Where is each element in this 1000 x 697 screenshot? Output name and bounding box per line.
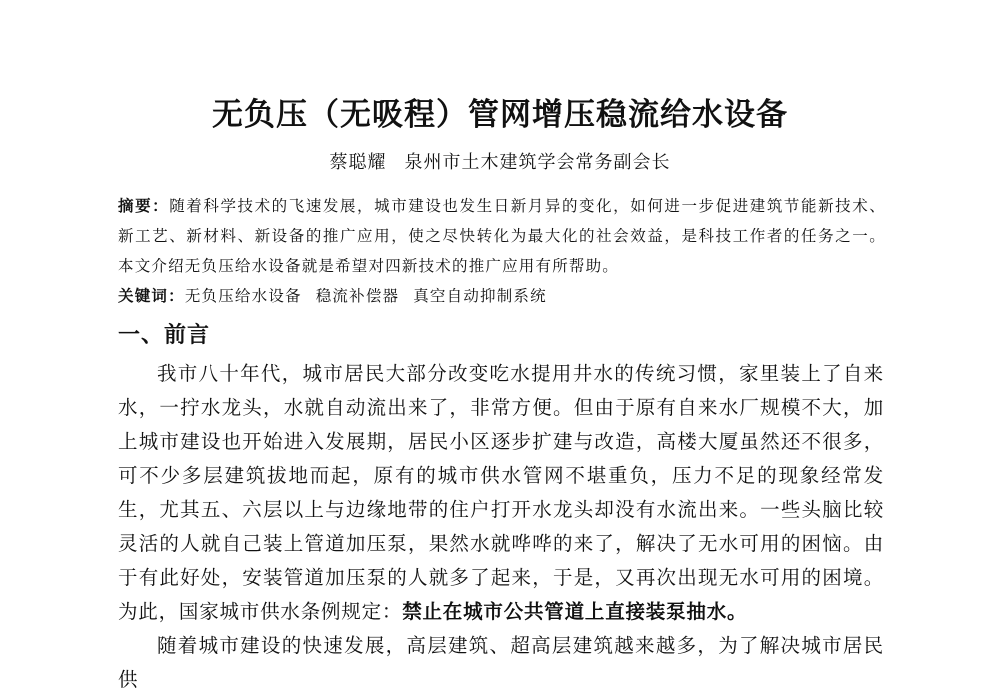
document-title: 无负压（无吸程）管网增压稳流给水设备 <box>212 97 788 133</box>
paragraph-text: 我市八十年代，城市居民大部分改变吃水提用井水的传统习惯，家里装上了自来水，一拧水龙头，水就自动流出来了，非常方便。但由于原有自来水厂规模不大，加上城市建设也开始进入发展期，居民小区逐步扩建与改造，高楼大厦虽然还不很多，可不少多层建筑拔地而起，原有的城市供水管网不堪重负，压力不足的现象经常发生，尤其五、六层以上与边缘地带的住户打开水龙头却没有水流出来。一些头脑比较灵活的人就自己装上管道加压泵，果然水就哗哗的来了，解决了无水可用的困恼。由于有此好处，安装管道加压泵的人就多了起来，于是，又再次出现无水可用的困境。为此，国家城市供水条例规定： <box>118 362 884 623</box>
paragraph <box>118 357 884 629</box>
keyword-item: 稳流补偿器 <box>315 287 400 305</box>
keyword-item: 真空自动抑制系统 <box>413 287 547 305</box>
abstract <box>118 191 886 281</box>
section-heading: 一、前言 <box>118 323 211 348</box>
keyword-item: 无负压给水设备 <box>184 287 302 305</box>
keywords <box>118 283 886 309</box>
emphasized-text: 禁止在城市公共管道上直接装泵抽水。 <box>402 600 748 623</box>
abstract-label: 摘要： <box>118 197 170 215</box>
author-name: 蔡聪耀 <box>329 152 387 173</box>
author-affiliation: 泉州市土木建筑学会常务副会长 <box>404 152 671 173</box>
paragraph <box>118 629 884 697</box>
author-line <box>0 151 1000 175</box>
paragraph-text: 随着城市建设的快速发展，高层建筑、超高层建筑越来越多，为了解决城市居民供 <box>118 634 884 691</box>
keywords-label: 关键词： <box>118 287 185 305</box>
section-body <box>118 357 884 697</box>
abstract-text: 随着科学技术的飞速发展，城市建设也发生日新月异的变化，如何进一步促进建筑节能新技术、新工艺、新材料、新设备的推广应用，使之尽快转化为最大化的社会效益，是科技工作者的任务之一。本文介绍无负压给水设备就是希望对四新技术的推广应用有所帮助。 <box>118 197 886 275</box>
